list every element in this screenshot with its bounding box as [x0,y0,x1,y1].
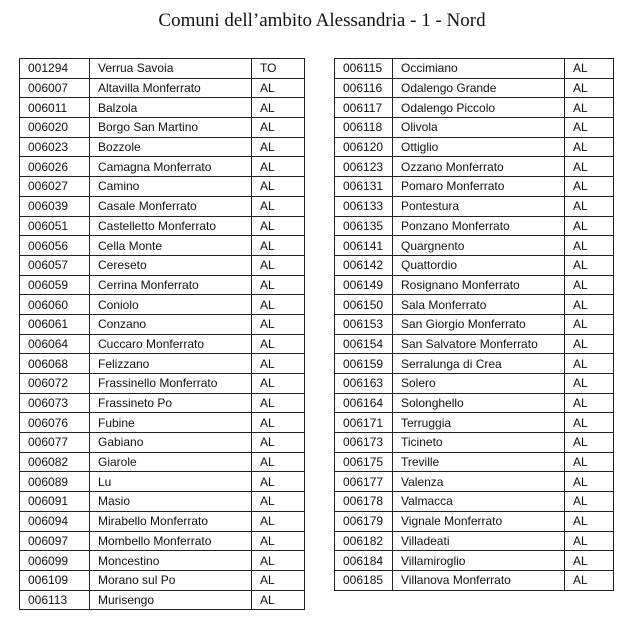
table-row [20,216,305,236]
province-code: AL [565,216,614,236]
table-row [335,452,614,472]
comune-name: Bozzole [90,137,252,157]
comune-name: Frassineto Po [90,393,252,413]
comuni-table-left [19,58,305,610]
table-row [20,570,305,590]
comune-code: 006020 [20,118,90,138]
table-row [20,78,305,98]
comune-code: 006109 [20,570,90,590]
comune-name: Terruggia [393,413,565,433]
comune-code: 006082 [20,452,90,472]
comune-name: Masio [90,492,252,512]
province-code: AL [252,255,305,275]
province-code: AL [565,334,614,354]
comune-code: 006135 [335,216,393,236]
table-row [20,452,305,472]
province-code: AL [565,492,614,512]
table-row [335,196,614,216]
comune-name: Casale Monferrato [90,196,252,216]
comune-code: 006099 [20,551,90,571]
table-row [20,59,305,79]
comune-name: Quargnento [393,236,565,256]
province-code: AL [252,196,305,216]
comune-name: Sala Monferrato [393,295,565,315]
comune-name: Pomaro Monferrato [393,177,565,197]
table-row [20,472,305,492]
table-row [20,255,305,275]
comune-code: 006185 [335,570,393,590]
province-code: AL [252,137,305,157]
province-code: AL [565,78,614,98]
table-row [335,531,614,551]
comune-code: 006171 [335,413,393,433]
comune-code: 006068 [20,354,90,374]
comune-name: Gabiano [90,433,252,453]
comune-code: 006149 [335,275,393,295]
comune-name: Rosignano Monferrato [393,275,565,295]
table-row [335,492,614,512]
table-row [20,118,305,138]
table-row [335,78,614,98]
comune-name: Quattordio [393,255,565,275]
table-row [335,374,614,394]
page-title: Comuni dell’ambito Alessandria - 1 - Nord [158,10,486,31]
table-row [20,531,305,551]
comune-name: Frassinello Monferrato [90,374,252,394]
comune-name: Odalengo Grande [393,78,565,98]
comune-name: Solonghello [393,393,565,413]
table-row [335,137,614,157]
comune-name: Ticineto [393,433,565,453]
table-row [335,98,614,118]
comune-code: 006077 [20,433,90,453]
comune-name: Olivola [393,118,565,138]
comune-name: Verrua Savoia [90,59,252,79]
comuni-table-right [334,58,614,591]
province-code: AL [565,433,614,453]
province-code: TO [252,59,305,79]
table-row [335,334,614,354]
province-code: AL [565,295,614,315]
comune-code: 006141 [335,236,393,256]
province-code: AL [252,472,305,492]
comune-name: Serralunga di Crea [393,354,565,374]
comune-code: 006051 [20,216,90,236]
comune-name: Odalengo Piccolo [393,98,565,118]
table-row [335,118,614,138]
province-code: AL [565,137,614,157]
province-code: AL [252,334,305,354]
comune-code: 006117 [335,98,393,118]
table-row [335,393,614,413]
comune-code: 006115 [335,59,393,79]
province-code: AL [565,531,614,551]
province-code: AL [565,118,614,138]
table-row [20,295,305,315]
province-code: AL [252,511,305,531]
comune-name: Ottiglio [393,137,565,157]
comune-code: 006179 [335,511,393,531]
comune-code: 006097 [20,531,90,551]
comune-name: San Salvatore Monferrato [393,334,565,354]
province-code: AL [565,255,614,275]
province-code: AL [252,374,305,394]
province-code: AL [252,314,305,334]
province-code: AL [565,59,614,79]
comune-code: 006131 [335,177,393,197]
comune-name: Balzola [90,98,252,118]
comune-code: 006091 [20,492,90,512]
province-code: AL [252,118,305,138]
comune-code: 006175 [335,452,393,472]
comune-code: 006026 [20,157,90,177]
table-row [335,157,614,177]
table-row [20,137,305,157]
comune-name: San Giorgio Monferrato [393,314,565,334]
comune-name: Camagna Monferrato [90,157,252,177]
comune-name: Valenza [393,472,565,492]
province-code: AL [252,492,305,512]
comune-name: Ozzano Monferrato [393,157,565,177]
comune-code: 006177 [335,472,393,492]
province-code: AL [252,157,305,177]
table-row [335,236,614,256]
comune-code: 006113 [20,590,90,610]
comune-code: 006123 [335,157,393,177]
province-code: AL [252,354,305,374]
table-row [335,295,614,315]
province-code: AL [565,393,614,413]
table-row [335,275,614,295]
comune-name: Mirabello Monferrato [90,511,252,531]
comune-code: 006173 [335,433,393,453]
province-code: AL [565,413,614,433]
table-row [335,413,614,433]
comune-code: 006076 [20,413,90,433]
table-row [20,374,305,394]
comune-code: 006094 [20,511,90,531]
table-row [335,433,614,453]
table-row [20,590,305,610]
comune-code: 006154 [335,334,393,354]
table-row [20,157,305,177]
province-code: AL [252,393,305,413]
province-code: AL [252,78,305,98]
table-row [20,334,305,354]
province-code: AL [565,236,614,256]
comune-code: 006159 [335,354,393,374]
comune-code: 006007 [20,78,90,98]
comune-name: Morano sul Po [90,570,252,590]
table-row [335,314,614,334]
table-row [20,492,305,512]
comune-name: Villamiroglio [393,551,565,571]
comune-code: 006039 [20,196,90,216]
comune-code: 006182 [335,531,393,551]
comune-name: Villanova Monferrato [393,570,565,590]
comune-name: Borgo San Martino [90,118,252,138]
table-row [335,354,614,374]
comune-name: Lu [90,472,252,492]
province-code: AL [565,275,614,295]
province-code: AL [565,98,614,118]
table-row [335,255,614,275]
province-code: AL [252,177,305,197]
table-row [335,177,614,197]
province-code: AL [565,354,614,374]
comune-code: 006089 [20,472,90,492]
comune-name: Villadeati [393,531,565,551]
comune-code: 006064 [20,334,90,354]
table-row [20,275,305,295]
comune-code: 006061 [20,314,90,334]
comune-code: 006072 [20,374,90,394]
comune-name: Valmacca [393,492,565,512]
comune-code: 006116 [335,78,393,98]
comune-name: Occimiano [393,59,565,79]
comune-name: Fubine [90,413,252,433]
table-row [335,59,614,79]
comune-name: Felizzano [90,354,252,374]
table-row [20,98,305,118]
comune-code: 006133 [335,196,393,216]
comune-code: 006120 [335,137,393,157]
comune-code: 006011 [20,98,90,118]
comune-name: Mombello Monferrato [90,531,252,551]
province-code: AL [252,295,305,315]
province-code: AL [252,531,305,551]
comune-name: Altavilla Monferrato [90,78,252,98]
province-code: AL [565,472,614,492]
comune-name: Pontestura [393,196,565,216]
table-row [20,433,305,453]
table-row [20,354,305,374]
comune-name: Solero [393,374,565,394]
province-code: AL [565,196,614,216]
comune-code: 006057 [20,255,90,275]
province-code: AL [565,374,614,394]
province-code: AL [252,452,305,472]
table-row [20,177,305,197]
comune-code: 006153 [335,314,393,334]
comune-code: 001294 [20,59,90,79]
comune-name: Giarole [90,452,252,472]
province-code: AL [565,511,614,531]
comune-code: 006163 [335,374,393,394]
table-row [335,216,614,236]
comune-name: Castelletto Monferrato [90,216,252,236]
province-code: AL [252,433,305,453]
table-row [20,196,305,216]
comune-name: Cella Monte [90,236,252,256]
province-code: AL [252,275,305,295]
table-row [335,551,614,571]
comune-code: 006142 [335,255,393,275]
province-code: AL [252,551,305,571]
comune-code: 006060 [20,295,90,315]
province-code: AL [565,157,614,177]
province-code: AL [565,177,614,197]
table-row [335,472,614,492]
province-code: AL [252,413,305,433]
comune-code: 006059 [20,275,90,295]
comune-name: Cerrina Monferrato [90,275,252,295]
province-code: AL [252,570,305,590]
comune-name: Treville [393,452,565,472]
comune-code: 006073 [20,393,90,413]
comune-code: 006150 [335,295,393,315]
table-row [335,570,614,590]
comune-name: Ponzano Monferrato [393,216,565,236]
province-code: AL [252,98,305,118]
province-code: AL [252,590,305,610]
table-row [20,413,305,433]
table-row [20,393,305,413]
comune-name: Conzano [90,314,252,334]
table-row [20,511,305,531]
province-code: AL [252,216,305,236]
comune-code: 006184 [335,551,393,571]
province-code: AL [565,570,614,590]
comune-code: 006178 [335,492,393,512]
comune-code: 006027 [20,177,90,197]
province-code: AL [565,551,614,571]
comune-code: 006118 [335,118,393,138]
comune-name: Camino [90,177,252,197]
province-code: AL [565,314,614,334]
table-row [20,314,305,334]
comune-name: Vignale Monferrato [393,511,565,531]
comune-name: Cuccaro Monferrato [90,334,252,354]
comune-code: 006056 [20,236,90,256]
comune-name: Murisengo [90,590,252,610]
table-row [20,551,305,571]
table-row [20,236,305,256]
comune-name: Cereseto [90,255,252,275]
province-code: AL [565,452,614,472]
table-row [335,511,614,531]
comune-name: Moncestino [90,551,252,571]
province-code: AL [252,236,305,256]
comune-code: 006023 [20,137,90,157]
comune-code: 006164 [335,393,393,413]
comune-name: Coniolo [90,295,252,315]
